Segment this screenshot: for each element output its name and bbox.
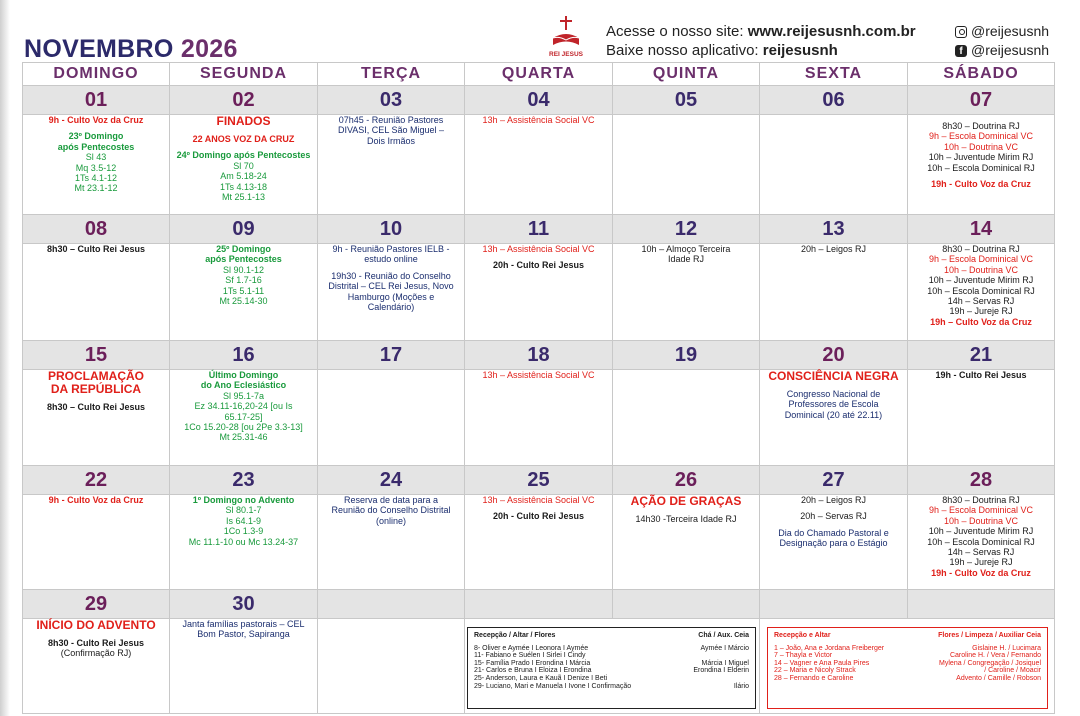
holiday: PROCLAMAÇÃO bbox=[48, 369, 144, 383]
day-cell-20 bbox=[760, 370, 908, 466]
day-cell-08 bbox=[23, 244, 170, 341]
day-cell-11 bbox=[465, 244, 613, 341]
day-number: 20 bbox=[760, 341, 908, 370]
legend-right: Gislaine H. / Lucimara bbox=[972, 644, 1041, 652]
event: 10h – Escola Dominical RJ bbox=[927, 285, 1035, 296]
event: 20h - Culto Rei Jesus bbox=[492, 511, 585, 522]
day-number: 16 bbox=[170, 341, 318, 370]
day-number bbox=[318, 590, 465, 619]
event: Reserva de data para a bbox=[343, 495, 439, 505]
event: Dia do Chamado Pastoral e bbox=[778, 527, 889, 538]
reading: Sl 70 bbox=[233, 160, 254, 171]
day-cell-19 bbox=[613, 370, 760, 466]
event: 20h – Leigos RJ bbox=[800, 244, 867, 254]
day-number: 06 bbox=[760, 86, 908, 115]
legend-row bbox=[774, 645, 1041, 653]
day-cell-03 bbox=[318, 115, 465, 215]
event: 10h – Escola Dominical RJ bbox=[927, 162, 1035, 173]
day-number: 21 bbox=[908, 341, 1055, 370]
event: 13h – Assistência Social VC bbox=[482, 370, 595, 380]
day-number: 28 bbox=[908, 466, 1055, 495]
weekday-saturday: SÁBADO bbox=[908, 63, 1055, 86]
day-number: 09 bbox=[170, 215, 318, 244]
event: Idade RJ bbox=[667, 254, 705, 265]
event: 19h – Jureje RJ bbox=[949, 306, 1013, 317]
event: DIVASI, CEL São Miguel – bbox=[337, 125, 445, 136]
liturgy-title: 24º Domingo após Pentecostes bbox=[176, 150, 311, 161]
holiday: AÇÃO DE GRAÇAS bbox=[630, 494, 742, 508]
legend-header: Recepção / Altar / Flores bbox=[474, 632, 556, 639]
logo-text: REI JESUS bbox=[549, 51, 583, 58]
legend-row bbox=[474, 675, 749, 683]
day-number: 19 bbox=[613, 341, 760, 370]
day-number: 10 bbox=[318, 215, 465, 244]
event: Professores de Escola bbox=[788, 399, 879, 410]
day-cell-16 bbox=[170, 370, 318, 466]
day-cell-25 bbox=[465, 495, 613, 590]
day-number bbox=[760, 590, 908, 619]
week-5-numbers bbox=[23, 590, 1055, 619]
event: 9h – Escola Dominical VC bbox=[928, 254, 1034, 265]
event: Calendário) bbox=[367, 302, 415, 313]
day-number bbox=[465, 590, 613, 619]
holiday: INÍCIO DO ADVENTO bbox=[36, 618, 156, 632]
weekday-tuesday: TERÇA bbox=[318, 63, 465, 86]
liturgy-title: 23º Domingo bbox=[68, 131, 124, 142]
weekday-friday: SEXTA bbox=[760, 63, 908, 86]
event: 14h – Servas RJ bbox=[947, 547, 1015, 558]
church-logo bbox=[548, 14, 584, 58]
legend-row bbox=[474, 660, 749, 668]
legend-right: Mylena / Congregação / Josiquel bbox=[939, 659, 1041, 667]
liturgy-title: 1º Domingo no Advento bbox=[192, 495, 295, 505]
week-3-events bbox=[23, 370, 1055, 466]
event: 10h – Doutrina VC bbox=[943, 264, 1019, 275]
event: 19h - Culto Rei Jesus bbox=[935, 370, 1027, 380]
liturgy-title: Último Domingo bbox=[208, 370, 279, 380]
legend-left: 1 – João, Ana e Jordana Freiberger bbox=[774, 644, 885, 652]
day-number: 02 bbox=[170, 86, 318, 115]
empty-cell bbox=[318, 619, 465, 714]
legend-left: 14 – Vagner e Ana Paula Pires bbox=[774, 659, 870, 667]
day-number: 23 bbox=[170, 466, 318, 495]
event: 9h - Culto Voz da Cruz bbox=[48, 495, 144, 505]
event: Bom Pastor, Sapiranga bbox=[197, 629, 290, 640]
legend-left: 29- Luciano, Mari e Manuela I Ivone I Confirmação bbox=[474, 682, 632, 690]
day-cell-27 bbox=[760, 495, 908, 590]
day-number: 25 bbox=[465, 466, 613, 495]
calendar-grid bbox=[22, 62, 1055, 714]
day-number: 15 bbox=[23, 341, 170, 370]
legend-header: Chá / Aux. Ceia bbox=[698, 632, 749, 639]
reading: Sl 80.1-7 bbox=[225, 505, 262, 516]
day-cell-17 bbox=[318, 370, 465, 466]
instagram-icon bbox=[955, 26, 967, 38]
event: 20h – Servas RJ bbox=[800, 511, 867, 522]
week-2-numbers bbox=[23, 215, 1055, 244]
day-number: 24 bbox=[318, 466, 465, 495]
year: 2026 bbox=[180, 35, 238, 63]
day-number: 26 bbox=[613, 466, 760, 495]
event: estudo online bbox=[364, 254, 418, 265]
weekday-header-row bbox=[23, 63, 1055, 86]
event: 22 ANOS VOZ DA CRUZ bbox=[192, 134, 295, 144]
reading: Am 5.18-24 bbox=[220, 171, 267, 182]
week-1-events bbox=[23, 115, 1055, 215]
day-cell-28 bbox=[908, 495, 1055, 590]
reading: 65.17-25] bbox=[224, 411, 263, 422]
day-cell-14 bbox=[908, 244, 1055, 341]
liturgy-title: do Ano Eclesiástico bbox=[200, 380, 287, 391]
event: (online) bbox=[375, 515, 406, 526]
event: 14h30 -Terceira Idade RJ bbox=[635, 514, 737, 524]
event: 9h - Culto Voz da Cruz bbox=[48, 115, 144, 125]
day-number: 14 bbox=[908, 215, 1055, 244]
day-number: 27 bbox=[760, 466, 908, 495]
legend-left: 7 – Thayla e Victor bbox=[774, 652, 833, 660]
legend-right: Erondina I Elderin bbox=[693, 667, 749, 675]
event: 8h30 – Culto Rei Jesus bbox=[46, 402, 146, 412]
event: 19h – Culto Voz da Cruz bbox=[930, 316, 1032, 327]
event: 19h - Culto Voz da Cruz bbox=[931, 567, 1031, 578]
day-cell-07 bbox=[908, 115, 1055, 215]
event: 8h30 – Doutrina RJ bbox=[942, 121, 1020, 131]
event: 13h – Assistência Social VC bbox=[482, 244, 595, 254]
legend-row bbox=[474, 683, 749, 691]
event: 8h30 – Doutrina RJ bbox=[942, 244, 1020, 254]
liturgy-title: após Pentecostes bbox=[57, 141, 135, 152]
legend-header: Recepção e Altar bbox=[774, 632, 831, 639]
event: Dominical (20 até 22.11) bbox=[784, 409, 883, 420]
app-label: Baixe nosso aplicativo: bbox=[606, 42, 763, 59]
legend-row bbox=[474, 667, 749, 675]
day-number: 05 bbox=[613, 86, 760, 115]
day-cell-29 bbox=[23, 619, 170, 714]
event: 07h45 - Reunião Pastores bbox=[338, 115, 444, 125]
event: 10h – Juventude Mirim RJ bbox=[928, 526, 1034, 537]
event: Dois Irmãos bbox=[366, 135, 415, 146]
site-info bbox=[606, 22, 916, 60]
reading: Is 64.1-9 bbox=[225, 515, 262, 526]
event: 8h30 – Culto Rei Jesus bbox=[46, 244, 146, 254]
day-number bbox=[908, 590, 1055, 619]
event: 9h - Reunião Pastores IELB - bbox=[332, 244, 450, 254]
legend-row bbox=[474, 645, 749, 653]
legend-header: Flores / Limpeza / Auxiliar Ceia bbox=[938, 632, 1041, 639]
event: Congresso Nacional de bbox=[786, 389, 881, 399]
day-cell-26 bbox=[613, 495, 760, 590]
day-cell-22 bbox=[23, 495, 170, 590]
week-4-events bbox=[23, 495, 1055, 590]
event: 13h – Assistência Social VC bbox=[482, 115, 595, 125]
legend-left: 22 – Maria e Nicoly Strack bbox=[774, 667, 856, 675]
calendar-title bbox=[24, 35, 238, 64]
app-name: reijesusnh bbox=[762, 42, 838, 59]
day-number: 17 bbox=[318, 341, 465, 370]
day-number: 30 bbox=[170, 590, 318, 619]
facebook-handle[interactable]: @reijesusnh bbox=[971, 42, 1050, 58]
day-number: 04 bbox=[465, 86, 613, 115]
legend-row bbox=[774, 667, 1041, 675]
instagram-handle[interactable]: @reijesusnh bbox=[971, 23, 1050, 39]
day-cell-10 bbox=[318, 244, 465, 341]
legend-right: Caroline H. / Vera / Fernando bbox=[949, 652, 1041, 660]
weekday-monday: SEGUNDA bbox=[170, 63, 318, 86]
month-name: NOVEMBRO bbox=[24, 35, 174, 63]
reading: 1Ts 4.13-18 bbox=[219, 181, 268, 192]
schedule-legend-rj bbox=[467, 627, 756, 709]
day-cell-24 bbox=[318, 495, 465, 590]
legend-right: Aymée I Márcio bbox=[700, 644, 749, 652]
legend-left: 15- Família Prado I Erondina I Márcia bbox=[474, 659, 591, 667]
day-number: 12 bbox=[613, 215, 760, 244]
week-3-numbers bbox=[23, 341, 1055, 370]
day-number: 11 bbox=[465, 215, 613, 244]
holiday: FINADOS bbox=[216, 114, 271, 128]
site-label: Acesse o nosso site: bbox=[606, 23, 748, 40]
reading: Mt 25.31-46 bbox=[219, 432, 268, 443]
event: 14h – Servas RJ bbox=[947, 296, 1015, 307]
holiday: CONSCIÊNCIA NEGRA bbox=[768, 369, 899, 383]
day-number: 29 bbox=[23, 590, 170, 619]
weekday-thursday: QUINTA bbox=[613, 63, 760, 86]
day-cell-06 bbox=[760, 115, 908, 215]
event: 10h – Doutrina VC bbox=[943, 141, 1019, 152]
holiday: DA REPÚBLICA bbox=[50, 382, 142, 396]
reading: Mq 3.5-12 bbox=[75, 162, 117, 173]
event: 10h – Escola Dominical RJ bbox=[927, 536, 1035, 547]
event: Designação para o Estágio bbox=[779, 538, 888, 549]
event: 13h – Assistência Social VC bbox=[482, 495, 595, 505]
day-cell-23 bbox=[170, 495, 318, 590]
event: 10h – Doutrina VC bbox=[943, 515, 1019, 526]
day-number: 03 bbox=[318, 86, 465, 115]
event: 19h - Culto Voz da Cruz bbox=[931, 179, 1031, 190]
event: 20h – Leigos RJ bbox=[800, 495, 867, 505]
social-handles bbox=[955, 22, 1049, 60]
day-cell-18 bbox=[465, 370, 613, 466]
schedule-legend-vc bbox=[767, 627, 1048, 709]
reading: Mt 25.1-13 bbox=[221, 192, 266, 203]
event: 8h30 - Culto Rei Jesus bbox=[47, 638, 145, 648]
day-cell-04 bbox=[465, 115, 613, 215]
legend-row bbox=[774, 652, 1041, 660]
day-cell-09 bbox=[170, 244, 318, 341]
reading: Mt 23.1-12 bbox=[74, 183, 118, 194]
legend-right: Márcia I Miguel bbox=[701, 659, 749, 667]
site-url-link[interactable]: www.reijesusnh.com.br bbox=[747, 23, 916, 40]
legend-left: 28 – Fernando e Caroline bbox=[774, 674, 854, 682]
reading: 1Co 1.3-9 bbox=[223, 526, 264, 537]
day-cell-01 bbox=[23, 115, 170, 215]
event: 10h – Juventude Mirim RJ bbox=[928, 152, 1034, 163]
day-cell-21 bbox=[908, 370, 1055, 466]
event: 9h – Escola Dominical VC bbox=[928, 505, 1034, 516]
day-cell-05 bbox=[613, 115, 760, 215]
event: 9h – Escola Dominical VC bbox=[928, 131, 1034, 142]
event: Hamburgo (Moções e bbox=[347, 291, 435, 302]
legend-right: Advento / Camille / Robson bbox=[956, 674, 1041, 682]
legend-left: 8- Oliver e Aymée I Leonora I Aymée bbox=[474, 644, 589, 652]
day-number: 08 bbox=[23, 215, 170, 244]
reading: Sl 43 bbox=[85, 152, 107, 163]
reading: Sl 95.1-7a bbox=[222, 390, 265, 401]
week-2-events bbox=[23, 244, 1055, 341]
day-cell-15 bbox=[23, 370, 170, 466]
weekday-wednesday: QUARTA bbox=[465, 63, 613, 86]
event: Reunião do Conselho Distrital bbox=[331, 505, 451, 516]
legend-right: Ilário bbox=[733, 682, 749, 690]
legend-row bbox=[774, 660, 1041, 668]
weekday-sunday: DOMINGO bbox=[23, 63, 170, 86]
legend-left: 21- Carlos e Bruna I Eloiza I Erondina bbox=[474, 667, 592, 675]
day-cell-12 bbox=[613, 244, 760, 341]
day-number: 01 bbox=[23, 86, 170, 115]
reading: Ez 34.11-16,20-24 [ou Is bbox=[194, 401, 293, 412]
event: 19h30 - Reunião do Conselho bbox=[331, 270, 451, 281]
reading: Mc 11.1-10 ou Mc 13.24-37 bbox=[188, 536, 299, 547]
event: 19h – Jureje RJ bbox=[949, 557, 1013, 568]
facebook-icon: f bbox=[955, 45, 967, 57]
event: Distrital – CEL Rei Jesus, Novo bbox=[328, 281, 454, 292]
day-number bbox=[613, 590, 760, 619]
reading: 1Ts 4.1-12 bbox=[74, 173, 118, 184]
day-number: 07 bbox=[908, 86, 1055, 115]
legend-right: / Caroline / Moacir bbox=[984, 667, 1041, 675]
reading: Sf 1.7-16 bbox=[225, 275, 262, 286]
legend-row bbox=[774, 675, 1041, 683]
legend-row bbox=[474, 652, 749, 660]
liturgy-title: após Pentecostes bbox=[205, 254, 282, 265]
event: (Confirmação RJ) bbox=[60, 648, 132, 659]
day-cell-30 bbox=[170, 619, 318, 714]
day-number: 18 bbox=[465, 341, 613, 370]
event: Janta famílias pastorais – CEL bbox=[182, 619, 305, 629]
reading: Mt 25.14-30 bbox=[219, 296, 268, 307]
page-edge-shadow bbox=[0, 0, 10, 716]
day-cell-02 bbox=[170, 115, 318, 215]
day-cell-13 bbox=[760, 244, 908, 341]
reading: 1Ts 5.1-11 bbox=[222, 285, 265, 296]
day-number: 22 bbox=[23, 466, 170, 495]
liturgy-title: 25º Domingo bbox=[216, 244, 271, 254]
event: 10h – Almoço Terceira bbox=[641, 244, 731, 254]
event: 8h30 – Doutrina RJ bbox=[942, 495, 1020, 505]
day-number: 13 bbox=[760, 215, 908, 244]
reading: Sl 90.1-12 bbox=[222, 264, 265, 275]
reading: 1Co 15.20-28 [ou 2Pe 3.3-13] bbox=[184, 422, 303, 433]
legend-left: 25- Anderson, Laura e Kauã I Denize I Beti bbox=[474, 674, 608, 682]
week-1-numbers bbox=[23, 86, 1055, 115]
event: 10h – Juventude Mirim RJ bbox=[928, 275, 1034, 286]
event: 20h - Culto Rei Jesus bbox=[492, 260, 585, 271]
week-4-numbers bbox=[23, 466, 1055, 495]
legend-left: 11- Fabiano e Suélen I Sirlei I Cindy bbox=[474, 652, 586, 660]
